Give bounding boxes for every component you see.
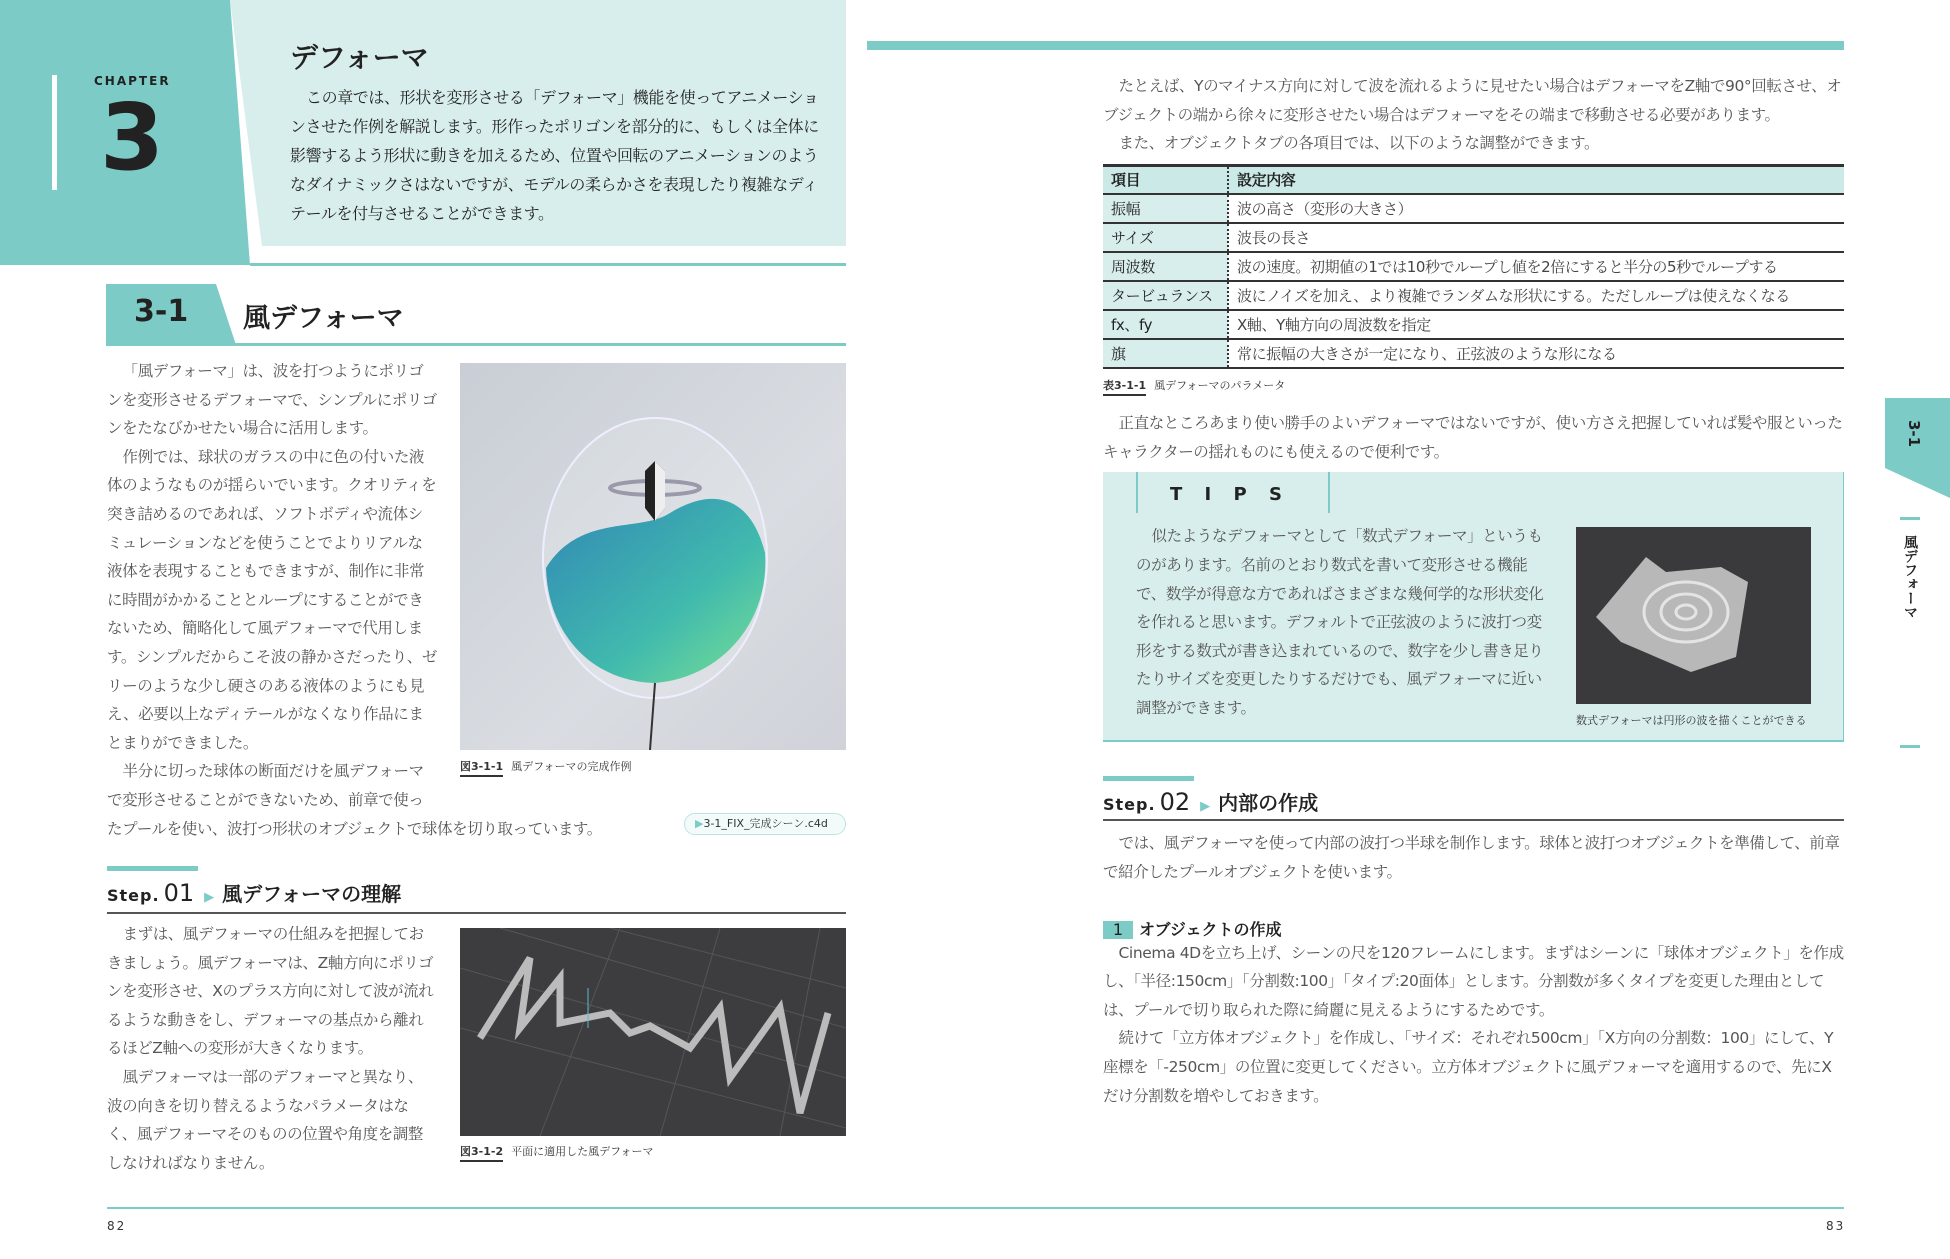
- substep-text: [1103, 939, 1844, 1111]
- file-chip[interactable]: ▶3-1_FIX_完成シーン.c4d: [684, 813, 846, 835]
- section-tab-number: 3-1: [1905, 420, 1923, 448]
- triangle-icon: ▶: [204, 890, 215, 905]
- paragraph: たプールを使い、波打つ形状のオブジェクトで球体を切り取っています。: [107, 819, 602, 838]
- right-column: [1103, 72, 1844, 1110]
- table-cell-value: 常に振幅の大きさが一定になり、正弦波のような形になる: [1228, 339, 1844, 368]
- tips-caption: 数式デフォーマは円形の波を描くことができる: [1576, 714, 1807, 728]
- ripple-surface: [1576, 527, 1811, 704]
- tips-box: [1103, 472, 1844, 742]
- chapter-divider: [52, 75, 57, 190]
- page-number: 83: [1826, 1219, 1846, 1233]
- paragraph: 続けて「立方体オブジェクト」を作成し、「サイズ：それぞれ500cm」「X方向の分割数：100」にして、Y座標を「-250cm」の位置に変更してください。立方体オブジェクトに風デフォーマを適用するので、先にXだけ分割数を増やしておきます。: [1103, 1029, 1834, 1105]
- table-row: [1103, 223, 1844, 252]
- table-cell-value: 波の高さ（変形の大きさ）: [1228, 194, 1844, 223]
- step-02-heading: Step. 02 ▶ 内部の作成: [1103, 788, 1319, 817]
- table-caption: 表3-1-1 風デフォーマのパラメータ: [1103, 377, 1844, 395]
- top-bar: [867, 41, 1844, 50]
- figure-glass-sphere: [460, 363, 846, 750]
- table-cell-item: 周波数: [1103, 252, 1228, 281]
- paragraph: 半分に切った球体の断面だけを風デフォーマで変形させることができないため、前章で使っ: [107, 762, 424, 809]
- figure-caption: 図3-1-2 平面に適用した風デフォーマ: [460, 1143, 654, 1159]
- table-cell-item: タービュランス: [1103, 281, 1228, 310]
- table-row: [1103, 310, 1844, 339]
- step-rule: [1103, 819, 1844, 821]
- paragraph: 「風デフォーマ」は、波を打つようにポリゴンを変形させるデフォーマで、シンプルにポリゴンをたなびかせたい場合に活用します。: [107, 362, 437, 438]
- table-cell-value: 波長の長さ: [1228, 223, 1844, 252]
- table-row: [1103, 339, 1844, 368]
- chapter-intro: この章では、形状を変形させる「デフォーマ」機能を使ってアニメーションさせた作例を解説します。形作ったポリゴンを部分的に、もしくは全体に影響するよう形状に動きを加えるため、位置や回転のアニメーションのようなダイナミックさはないですが、モデルの柔らかさを表現したり複雑なディテールを付与させることができます。: [290, 88, 819, 223]
- step1-text: [107, 920, 437, 1177]
- paragraph: 風デフォーマは一部のデフォーマと異なり、波の向きを切り替えるようなパラメータはなく、風デフォーマそのものの位置や角度を調整しなければなりません。: [107, 1067, 424, 1172]
- step-bar: [107, 866, 198, 871]
- paragraph: まずは、風デフォーマの仕組みを把握しておきましょう。風デフォーマは、Z軸方向にポリゴンを変形させ、Xのプラス方向に対して波が流れるような動きをし、デフォーマの基点から離れるほどZ軸への変形が大きくなります。: [107, 925, 434, 1058]
- page-number: 82: [107, 1219, 127, 1233]
- table-row: [1103, 194, 1844, 223]
- table-cell-value: 波にノイズを加え、より複雑でランダムな形状にする。ただしループは使えなくなる: [1228, 281, 1844, 310]
- table-cell-item: fx、fy: [1103, 310, 1228, 339]
- parameter-table: [1103, 164, 1844, 370]
- footer-rule: [107, 1207, 1844, 1209]
- table-cell-value: X軸、Y軸方向の周波数を指定: [1228, 310, 1844, 339]
- play-icon: ▶: [695, 817, 704, 830]
- table-cell-value: 波の速度。初期値の1では10秒でループし値を2倍にすると半分の5秒でループする: [1228, 252, 1844, 281]
- figure-wind-plane: [460, 928, 846, 1136]
- right-intro: [1103, 72, 1844, 158]
- tab-divider: [1900, 517, 1920, 520]
- table-cell-item: 振幅: [1103, 194, 1228, 223]
- table-row: [1103, 281, 1844, 310]
- section-number: 3-1: [134, 294, 189, 329]
- step-02: [1103, 776, 1844, 886]
- paragraph: また、オブジェクトタブの各項目では、以下のような調整ができます。: [1118, 134, 1600, 153]
- chapter-title: デフォーマ: [290, 41, 429, 74]
- triangle-icon: ▶: [1200, 799, 1211, 815]
- paragraph: 正直なところあまり使い勝手のよいデフォーマではないですが、使い方さえ把握していれば髪や服といったキャラクターの揺れものにも使えるので便利です。: [1103, 414, 1843, 461]
- paragraph: Cinema 4Dを立ち上げ、シーンの尺を120フレームにします。まずはシーンに「球体オブジェクト」を作成し、「半径:150cm」「分割数:100」「タイプ:20面体」とします。分割数が多くタイプを変更した理由としては、プールで切り取られた際に綺麗に見えるようにするためです。: [1103, 943, 1844, 1019]
- step-01-heading: Step. 01 ▶ 風デフォーマの理解: [107, 879, 402, 907]
- step-rule: [107, 912, 846, 914]
- paragraph: では、風デフォーマを使って内部の波打つ半球を制作します。球体と波打つオブジェクトを準備して、前章で紹介したプールオブジェクトを使います。: [1103, 834, 1840, 882]
- section-tab-title: 風デフォーマ: [1902, 535, 1918, 619]
- figure-caption: 図3-1-1 風デフォーマの完成作例: [460, 758, 632, 774]
- tips-text: 似たようなデフォーマとして「数式デフォーマ」というものがあります。名前のとおり数式を書いて変形させる機能で、数学が得意な方であればさまざまな幾何学的な形状変化を作れると思います。デフォルトで正弦波のように波打つ変形をする数式が書き込まれているので、数字を少し書き足りたりサイズを変更したりするだけでも、風デフォーマに近い調整ができます。: [1136, 527, 1544, 718]
- paragraph: 作例では、球状のガラスの中に色の付いた液体のようなものが揺らいでいます。クオリティを突き詰めるのであれば、ソフトボディや流体シミュレーションなどを使うことでよりリアルな液体を表現することもできますが、制作に非常に時間がかかることとループにすることができないため、簡略化して風デフォーマで代用します。シンプルだからこそ波の静かさだったり、ゼリーのような少し硬さのある液体のようにも見え、必要以上なディテールがなくなり作品にまとまりができました。: [107, 447, 437, 752]
- paragraph: たとえば、Yのマイナス方向に対して波を流れるように見せたい場合はデフォーマをZ軸で90°回転させ、オブジェクトの端から徐々に変形させたい場合はデフォーマをその端まで移動させる必要があります。: [1103, 77, 1842, 124]
- table-header: 項目 設定内容: [1103, 165, 1844, 194]
- wind-deformer-viewport: [460, 928, 846, 1136]
- table-cell-item: サイズ: [1103, 223, 1228, 252]
- section-tab[interactable]: [1885, 398, 1950, 498]
- sphere-illustration: [460, 363, 846, 750]
- tab-divider: [1900, 745, 1920, 748]
- section-rule: [106, 343, 846, 346]
- substep-heading: 1 オブジェクトの作成: [1103, 917, 1844, 939]
- substep-number: 1: [1103, 921, 1133, 939]
- step-bar: [1103, 776, 1194, 781]
- chapter-label: CHAPTER: [94, 74, 171, 88]
- figure-formula-deformer: [1576, 527, 1811, 704]
- chapter-number: 3: [100, 84, 165, 191]
- section-title: 風デフォーマ: [243, 303, 404, 334]
- tips-label: T I P S: [1136, 472, 1330, 513]
- chapter-rule: [250, 263, 846, 266]
- table-cell-item: 旗: [1103, 339, 1228, 368]
- table-row: [1103, 252, 1844, 281]
